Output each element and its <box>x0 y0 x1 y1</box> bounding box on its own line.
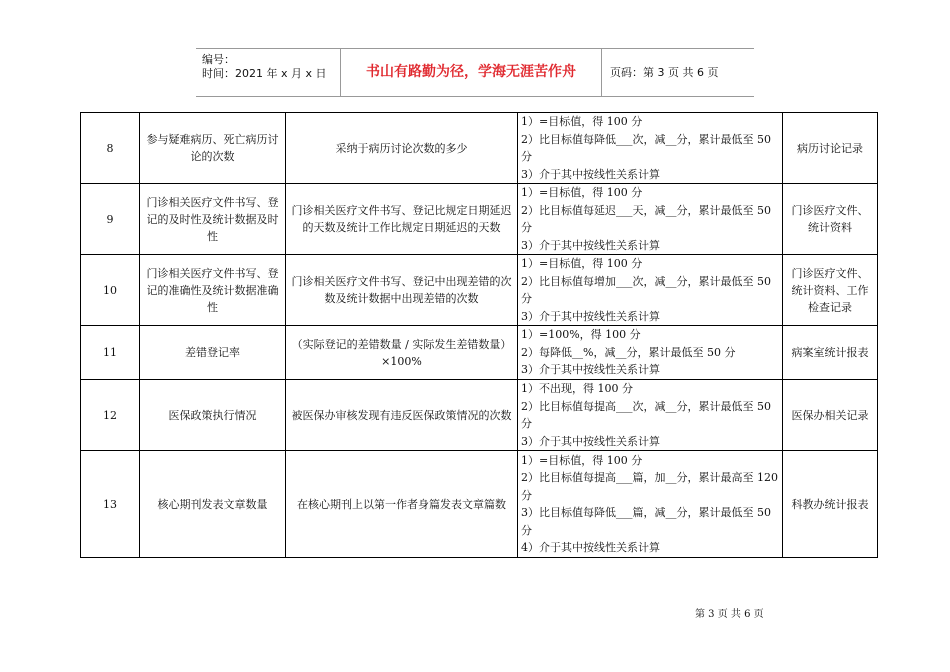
table-row <box>81 380 878 451</box>
scoring-rule-line: 3）介于其中按线性关系计算 <box>521 434 660 448</box>
indicator-name: 门诊相关医疗文件书写、登记的及时性及统计数据及时性 <box>140 184 286 255</box>
page-footer: 第 3 页 共 6 页 <box>695 609 764 620</box>
indicator-definition: 采纳于病历讨论次数的多少 <box>286 113 518 184</box>
scoring-rule-line: 1）=目标值，得 100 分 <box>521 115 643 128</box>
indicator-name: 核心期刊发表文章数量 <box>140 451 286 558</box>
scoring-rule-line: 3）介于其中按线性关系计算 <box>521 167 660 181</box>
data-source: 门诊医疗文件、统计资料 <box>783 184 878 255</box>
scoring-rules <box>518 380 783 451</box>
row-number: 11 <box>81 326 140 380</box>
data-source: 病案室统计报表 <box>783 326 878 380</box>
scoring-rules <box>518 113 783 184</box>
table-row <box>81 113 878 184</box>
scoring-rule-line: 2）比目标值每提高___篇，加__分，累计最高至 120 分 <box>521 471 778 502</box>
row-number: 13 <box>81 451 140 558</box>
page-header <box>196 48 754 97</box>
row-number: 8 <box>81 113 140 184</box>
header-motto: 书山有路勤为径，学海无涯苦作舟 <box>340 49 602 96</box>
indicator-name: 门诊相关医疗文件书写、登记的准确性及统计数据准确性 <box>140 255 286 326</box>
table-row <box>81 326 878 380</box>
indicator-name: 医保政策执行情况 <box>140 380 286 451</box>
table-row <box>81 184 878 255</box>
scoring-rule-line: 2）比目标值每降低___次，减__分，累计最低至 50 分 <box>521 132 771 163</box>
data-source: 科教办统计报表 <box>783 451 878 558</box>
header-info <box>196 49 340 96</box>
scoring-rules <box>518 326 783 380</box>
scoring-rule-line: 1）=目标值，得 100 分 <box>521 453 643 467</box>
indicator-definition: （实际登记的差错数量 / 实际发生差错数量）×100% <box>286 326 518 380</box>
indicator-definition: 门诊相关医疗文件书写、登记中出现差错的次数及统计数据中出现差错的次数 <box>286 255 518 326</box>
time-label: 时间：2021 年 x 月 x 日 <box>202 67 327 80</box>
scoring-rule-line: 4）介于其中按线性关系计算 <box>521 541 660 554</box>
kpi-table <box>80 112 878 558</box>
scoring-rule-line: 3）介于其中按线性关系计算 <box>521 309 660 323</box>
scoring-rule-line: 2）比目标值每延迟___天，减__分，累计最低至 50 分 <box>521 203 771 234</box>
header-page-label: 页码：第 3 页 共 6 页 <box>610 66 719 79</box>
row-number: 12 <box>81 380 140 451</box>
row-number: 10 <box>81 255 140 326</box>
scoring-rules <box>518 184 783 255</box>
scoring-rule-line: 2）每降低__%，减__分，累计最低至 50 分 <box>521 345 736 359</box>
scoring-rule-line: 3）介于其中按线性关系计算 <box>521 238 660 252</box>
indicator-definition: 被医保办审核发现有违反医保政策情况的次数 <box>286 380 518 451</box>
scoring-rule-line: 3）比目标值每降低___篇，减__分，累计最低至 50 分 <box>521 506 771 537</box>
scoring-rule-line: 2）比目标值每提高___次，减__分，累计最低至 50 分 <box>521 399 771 430</box>
data-source: 门诊医疗文件、统计资料、工作检查记录 <box>783 255 878 326</box>
scoring-rule-line: 3）介于其中按线性关系计算 <box>521 363 660 377</box>
scoring-rules <box>518 451 783 558</box>
indicator-definition: 门诊相关医疗文件书写、登记比规定日期延迟的天数及统计工作比规定日期延迟的天数 <box>286 184 518 255</box>
indicator-definition: 在核心期刊上以第一作者身篇发表文章篇数 <box>286 451 518 558</box>
row-number: 9 <box>81 184 140 255</box>
scoring-rule-line: 1）=目标值，得 100 分 <box>521 186 643 199</box>
table-row <box>81 255 878 326</box>
data-source: 病历讨论记录 <box>783 113 878 184</box>
scoring-rule-line: 1）=目标值，得 100 分 <box>521 257 643 270</box>
indicator-name: 差错登记率 <box>140 326 286 380</box>
scoring-rule-line: 2）比目标值每增加___次，减__分，累计最低至 50 分 <box>521 274 771 305</box>
scoring-rule-line: 1）不出现，得 100 分 <box>521 382 633 395</box>
scoring-rule-line: 1）=100%，得 100 分 <box>521 328 641 342</box>
table-row <box>81 451 878 558</box>
scoring-rules <box>518 255 783 326</box>
data-source: 医保办相关记录 <box>783 380 878 451</box>
indicator-name: 参与疑难病历、死亡病历讨论的次数 <box>140 113 286 184</box>
number-label: 编号： <box>202 53 235 66</box>
